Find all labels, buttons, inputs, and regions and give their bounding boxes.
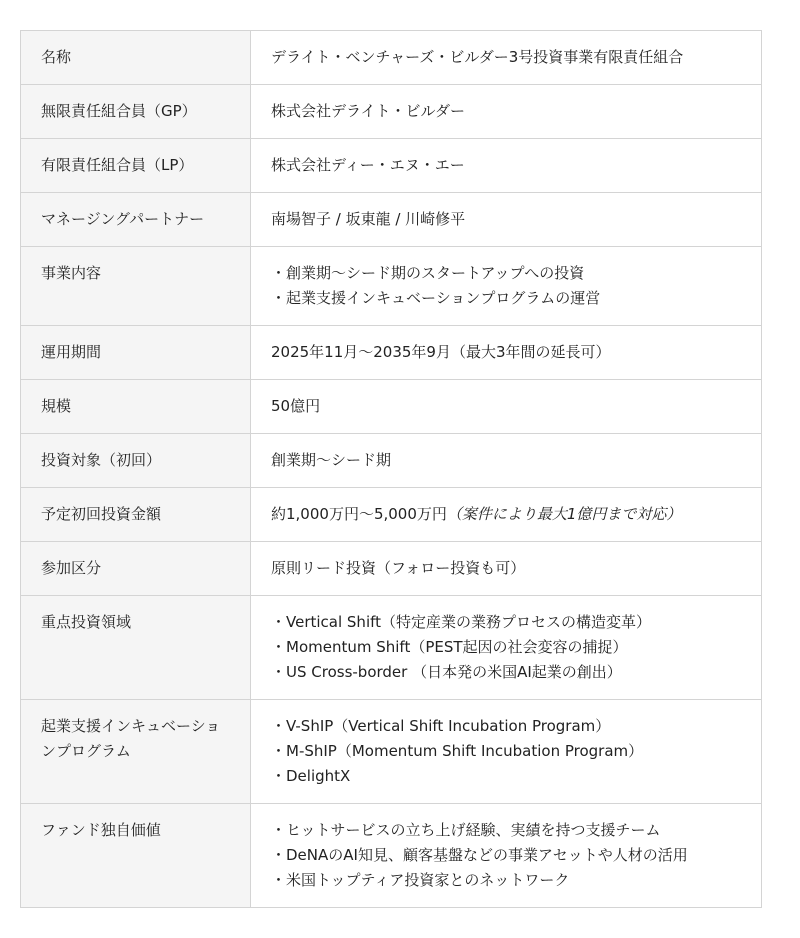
table-row	[21, 542, 762, 596]
bullet-line: ・ヒットサービスの立ち上げ経験、実績を持つ支援チーム	[271, 821, 661, 839]
bullet-line: ・起業支援インキュベーションプログラムの運営	[271, 289, 601, 307]
row-value: 南場智子 / 坂東龍 / 川崎修平	[251, 193, 762, 247]
row-label: ファンド独自価値	[21, 804, 251, 908]
row-label: 参加区分	[21, 542, 251, 596]
bullet-line: ・Vertical Shift（特定産業の業務プロセスの構造変革）	[271, 613, 652, 631]
table-row	[21, 31, 762, 85]
table-row	[21, 700, 762, 804]
fund-overview-table	[20, 30, 762, 908]
row-value: 2025年11月～2035年9月（最大3年間の延長可）	[251, 326, 762, 380]
row-value	[251, 700, 762, 804]
bullet-line: ・創業期～シード期のスタートアップへの投資	[271, 264, 585, 282]
row-value: 株式会社ディー・エヌ・エー	[251, 139, 762, 193]
bullet-line: ・US Cross-border （日本発の米国AI起業の創出）	[271, 663, 622, 681]
table-row	[21, 488, 762, 542]
row-value	[251, 488, 762, 542]
table-row	[21, 139, 762, 193]
table-row	[21, 434, 762, 488]
bullet-line: ・V-ShIP（Vertical Shift Incubation Program）	[271, 717, 611, 735]
row-label: 無限責任組合員（GP）	[21, 85, 251, 139]
row-label: 規模	[21, 380, 251, 434]
table-row	[21, 85, 762, 139]
row-value	[251, 804, 762, 908]
row-label: 事業内容	[21, 247, 251, 326]
row-label: 名称	[21, 31, 251, 85]
row-label: 予定初回投資金額	[21, 488, 251, 542]
row-label: 重点投資領域	[21, 596, 251, 700]
bullet-line: ・Momentum Shift（PEST起因の社会変容の捕捉）	[271, 638, 628, 656]
row-value	[251, 596, 762, 700]
row-label: 投資対象（初回）	[21, 434, 251, 488]
row-label: マネージングパートナー	[21, 193, 251, 247]
bullet-line: ・DelightX	[271, 767, 351, 785]
table-row	[21, 326, 762, 380]
table-row	[21, 380, 762, 434]
table-row	[21, 193, 762, 247]
row-value: デライト・ベンチャーズ・ビルダー3号投資事業有限責任組合	[251, 31, 762, 85]
investment-note: （案件により最大1億円まで対応）	[446, 505, 682, 523]
row-value: 原則リード投資（フォロー投資も可）	[251, 542, 762, 596]
row-value	[251, 247, 762, 326]
bullet-line: ・M-ShIP（Momentum Shift Incubation Program）	[271, 742, 644, 760]
table-row	[21, 804, 762, 908]
row-value: 50億円	[251, 380, 762, 434]
row-label: 起業支援インキュベーションプログラム	[21, 700, 251, 804]
investment-amount: 約1,000万円～5,000万円	[271, 505, 447, 523]
row-value: 株式会社デライト・ビルダー	[251, 85, 762, 139]
row-label: 運用期間	[21, 326, 251, 380]
bullet-line: ・DeNAのAI知見、顧客基盤などの事業アセットや人材の活用	[271, 846, 688, 864]
row-label: 有限責任組合員（LP）	[21, 139, 251, 193]
row-value: 創業期～シード期	[251, 434, 762, 488]
bullet-line: ・米国トップティア投資家とのネットワーク	[271, 871, 570, 889]
table-row	[21, 247, 762, 326]
table-row	[21, 596, 762, 700]
